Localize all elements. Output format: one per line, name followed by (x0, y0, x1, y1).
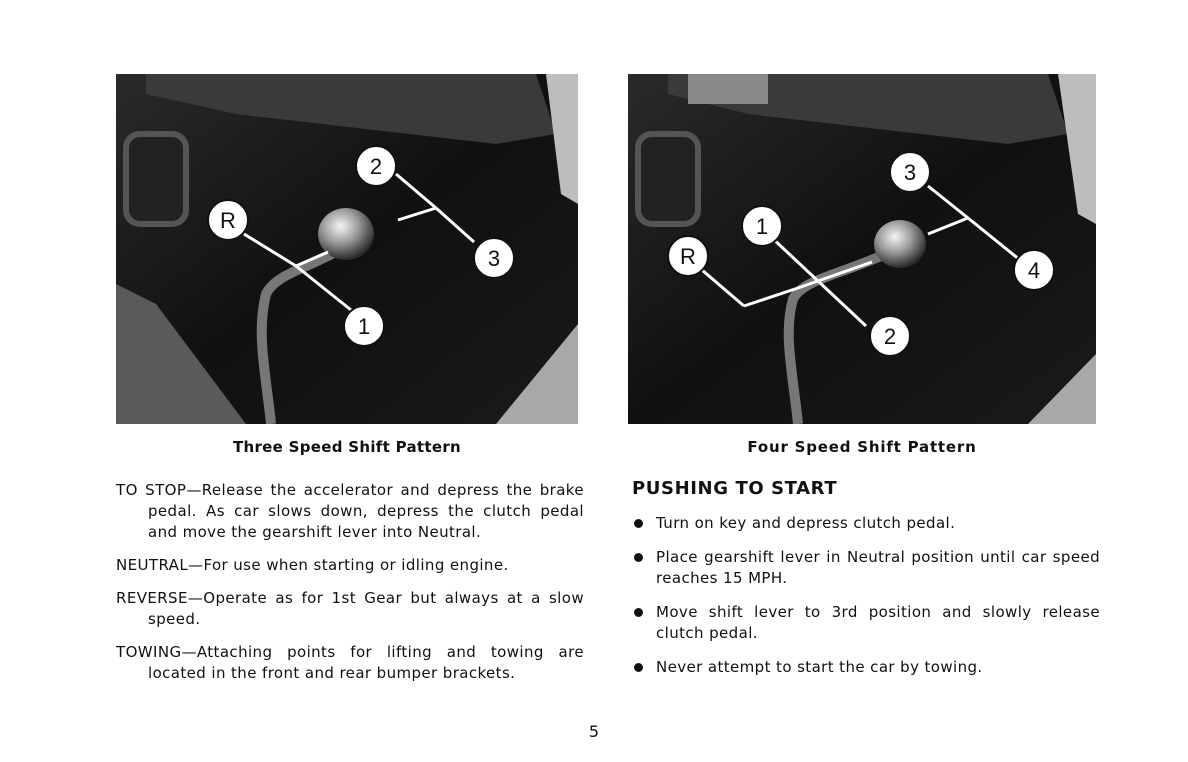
three-speed-shift-diagram (116, 74, 578, 424)
bullet-icon (634, 519, 643, 528)
section-heading: PUSHING TO START (632, 478, 838, 499)
shift-knob (874, 220, 926, 268)
list-item (632, 547, 1100, 589)
gear-label-second: 2 (369, 154, 383, 179)
bullet-text: Move shift lever to 3rd position and slowly release clutch pedal. (656, 603, 1100, 642)
list-item (632, 657, 1100, 678)
pedal-boot (638, 134, 698, 224)
to-stop-paragraph: TO STOP—Release the accelerator and depress the brake pedal. As car slows down, depress the clutch pedal and move the gearshift lever into Neutral. (116, 481, 584, 541)
three-speed-caption: Three Speed Shift Pattern (232, 438, 462, 456)
four-speed-shift-diagram (628, 74, 1096, 424)
bullet-icon (634, 663, 643, 672)
pedal-boot (126, 134, 186, 224)
three-speed-photo (116, 74, 578, 424)
gear-label-first: 1 (357, 314, 371, 339)
four-speed-caption: Four Speed Shift Pattern (747, 438, 977, 456)
bullet-text: Never attempt to start the car by towing. (656, 658, 983, 676)
gear-label-first: 1 (755, 214, 769, 239)
gear-label-fourth: 4 (1027, 258, 1041, 283)
gear-label-third: 3 (903, 160, 917, 185)
reverse-paragraph: REVERSE—Operate as for 1st Gear but always at a slow speed. (116, 589, 584, 628)
bullet-text: Turn on key and depress clutch pedal. (656, 514, 956, 532)
gear-label-reverse: R (680, 244, 696, 269)
list-item (632, 602, 1100, 644)
gear-label-third: 3 (487, 246, 501, 271)
list-item (632, 513, 1100, 534)
neutral-paragraph: NEUTRAL—For use when starting or idling engine. (116, 556, 509, 574)
dash-trim (688, 74, 768, 104)
gear-label-reverse: R (220, 208, 236, 233)
page-number: 5 (588, 722, 600, 741)
driving-instructions (116, 480, 584, 696)
gear-label-second: 2 (883, 324, 897, 349)
bullet-icon (634, 553, 643, 562)
four-speed-photo (628, 74, 1096, 424)
towing-paragraph: TOWING—Attaching points for lifting and towing are located in the front and rear bumper brackets. (116, 643, 584, 682)
pushing-to-start-section (632, 478, 1100, 691)
bullet-icon (634, 608, 643, 617)
bullet-text: Place gearshift lever in Neutral position until car speed reaches 15 MPH. (656, 548, 1100, 587)
